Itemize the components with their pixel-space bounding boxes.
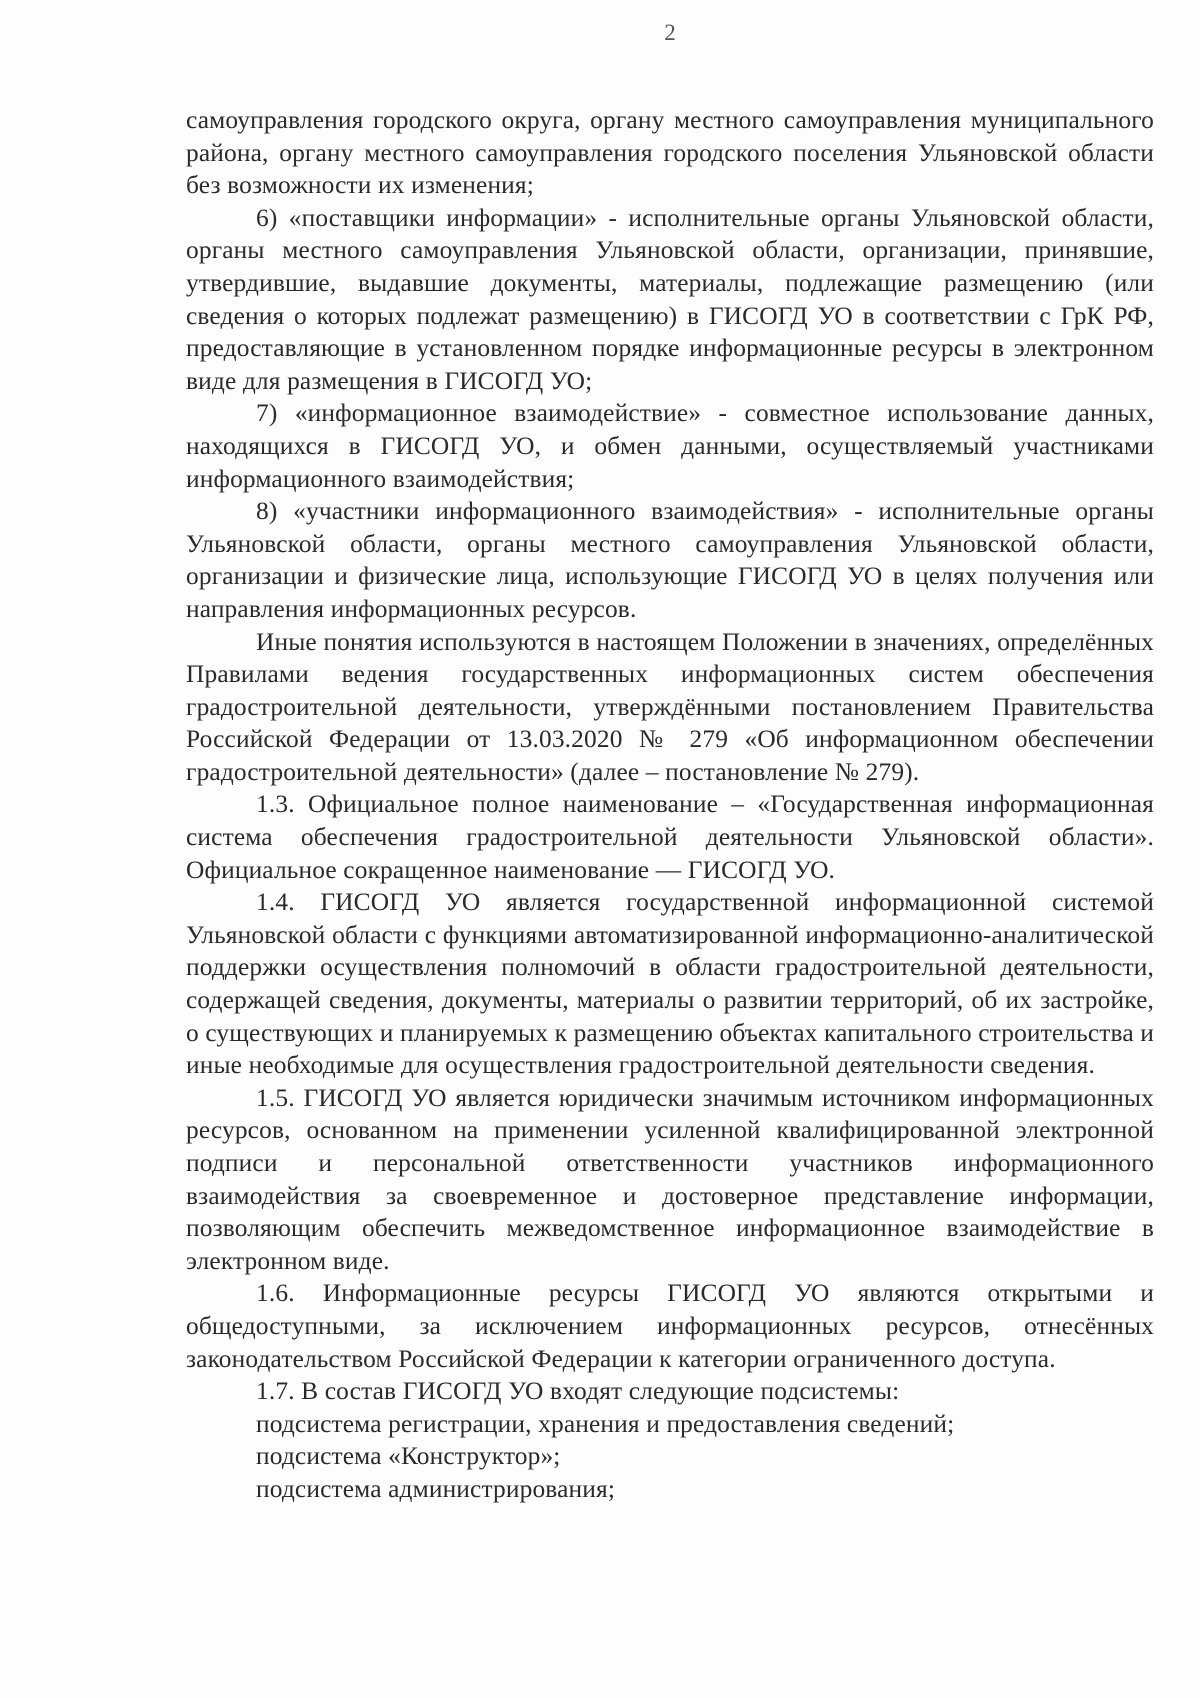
paragraph-1-6: 1.6. Информационные ресурсы ГИСОГД УО являются открытыми и общедоступными, за исключением информационных ресурсов, отнесённых законодательством Российской Федерации к категории ограниченного доступа. <box>186 1279 1154 1373</box>
paragraph-1-3: 1.3. Официальное полное наименование – «Государственная информационная система обеспечения градостроительной деятельности Ульяновской области». Официальное сокращенное наименование — ГИСОГД УО. <box>186 790 1154 884</box>
paragraph-1-5: 1.5. ГИСОГД УО является юридически значимым источником информационных ресурсов, основанном на применении усиленной квалифицированной электронной подписи и персональной ответственности участников информационного взаимодействия за своевременное и достоверное представление информации, позволяющим обеспечить межведомственное информационное взаимодействие в электронном виде. <box>186 1083 1154 1275</box>
paragraph-continuation: самоуправления городского округа, органу местного самоуправления муниципального района, органу местного самоуправления городского поселения Ульяновской области без возможности их изменения; <box>186 106 1154 200</box>
paragraph-definition-8: 8) «участники информационного взаимодействия» - исполнительные органы Ульяновской области, органы местного самоуправления Ульяновской области, организации и физические лица, использующие ГИСОГД УО в целях получения или направления информационных ресурсов. <box>186 497 1154 623</box>
subsystem-item: подсистема «Конструктор»; <box>256 1442 561 1471</box>
subsystem-item: подсистема регистрации, хранения и предоставления сведений; <box>256 1409 955 1438</box>
paragraph-definition-6: 6) «поставщики информации» - исполнительные органы Ульяновской области, органы местного самоуправления Ульяновской области, организации, принявшие, утвердившие, выдавшие документы, материалы, подлежащие размещению (или сведения о которых подлежат размещению) в ГИСОГД УО в соответствии с ГрК РФ, предоставляющие в установленном порядке информационные ресурсы в электронном виде для размещения в ГИСОГД УО; <box>186 203 1154 395</box>
subsystem-item: подсистема администрирования; <box>256 1474 616 1503</box>
paragraph-definition-7: 7) «информационное взаимодействие» - совместное использование данных, находящихся в ГИСОГД УО, и обмен данными, осуществляемый участниками информационного взаимодействия; <box>186 399 1154 493</box>
page-number: 2 <box>664 20 676 45</box>
paragraph-1-4: 1.4. ГИСОГД УО является государственной информационной системой Ульяновской области с функциями автоматизированной информационно-аналитической поддержки осуществления полномочий в области градостроительной деятельности, содержащей сведения, документы, материалы о развитии территорий, об их застройке, о существующих и планируемых к размещению объектах капитального строительства и иные необходимые для осуществления градостроительной деятельности сведения. <box>186 888 1154 1080</box>
paragraph-other-terms: Иные понятия используются в настоящем Положении в значениях, определённых Правилами ведения государственных информационных систем обеспечения градостроительной деятельности, утверждёнными постановлением Правительства Российской Федерации от 13.03.2020 № 279 «Об информационном обеспечении градостроительной деятельности» (далее – постановление № 279). <box>186 627 1154 786</box>
document-body <box>186 104 1154 1506</box>
paragraph-1-7: 1.7. В состав ГИСОГД УО входят следующие подсистемы: <box>256 1377 900 1406</box>
